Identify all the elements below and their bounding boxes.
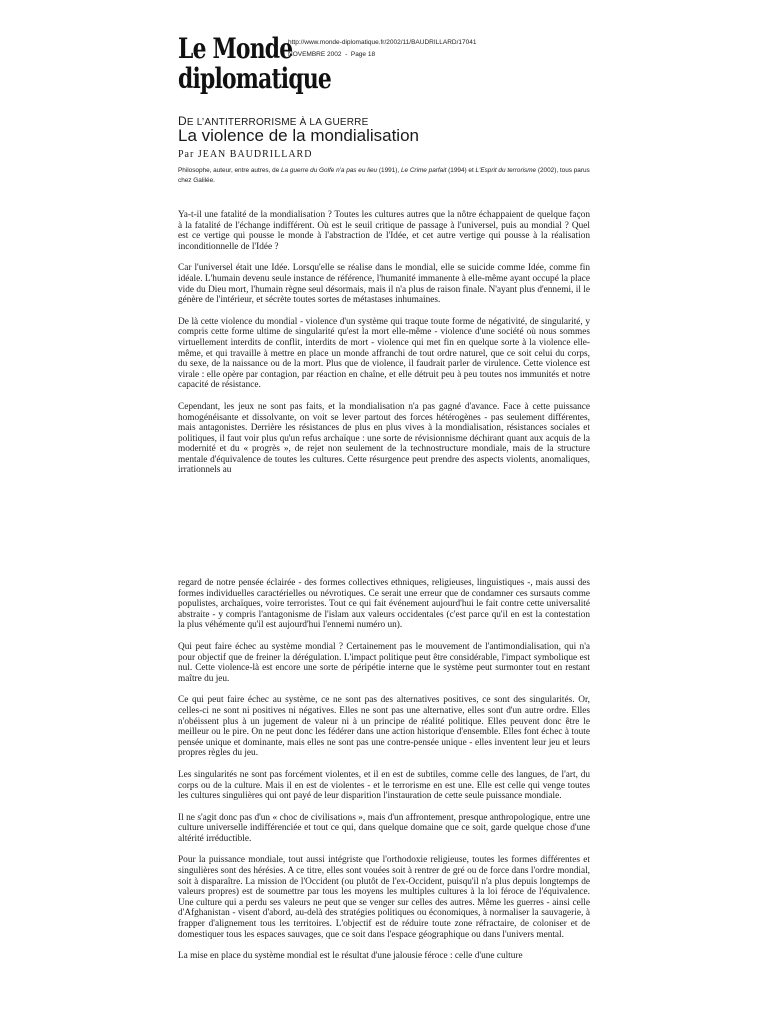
bio-year-2: (1994) et [446,167,476,174]
article-byline: Par JEAN BAUDRILLARD [178,149,313,160]
body-paragraph: Pour la puissance mondiale, tout aussi intégriste que l'orthodoxie religieuse, toutes les formes différentes et singulières sont des hérésies. A ce titre, elles sont vouées soit à rentrer de gré ou de force dans l'ordre mondial, soit à disparaître. La mission de l'Occident (ou plutôt de l'ex-Occident, puisqu'il n'a plus depuis longtemps de valeurs propres) est de soumettre par tous les moyens les multiples cultures à la loi féroce de l'équivalence. Une culture qui a perdu ses valeurs ne peut que se venger sur celles des autres. Même les guerres - ainsi celle d'Afghanistan - visent d'abord, au-delà des stratégies politiques ou économiques, à normaliser la sauvagerie, à frapper d'alignement tous les territoires. L'objectif est de réduire toute zone réfractaire, de coloniser et de domestiquer tous les espaces sauvages, que ce soit dans l'espace géographique ou dans l'univers mental. [178,855,590,940]
body-paragraph: Qui peut faire échec au système mondial ? Certainement pas le mouvement de l'antimondialisation, qui n'a pour objectif que de freiner la dérégulation. L'impact politique peut être considérable, l'impact symbolique est nul. Cette violence-là est encore une sorte de péripétie interne que le système peut surmonter tout en restant maître du jeu. [178,641,590,684]
kicker-text: E L’ANTITERRORISME À LA GUERRE [186,117,369,128]
kicker-initial: D [178,114,187,128]
bio-book-2: Le Crime parfait [400,167,447,174]
bio-year-1: (1991), [377,167,401,174]
bio-outro: (2002), tous parus chez Galilée. [178,167,590,184]
article-body-page-2 [178,578,590,973]
body-paragraph: Les singularités ne sont pas forcément violentes, et il en est de subtiles, comme celle des langues, de l'art, du corps ou de la culture. Mais il en est de violentes - et le terrorisme en est une. Elle est celle qui venge toutes les cultures singulières qui ont payé de leur disparition l'instauration de cette seule puissance mondiale. [178,769,590,802]
body-paragraph: regard de notre pensée éclairée - des formes collectives ethniques, religieuses, linguistiques -, mais aussi des formes individuelles caractérielles ou névrotiques. Ce serait une erreur que de condamner ces sursauts comme populistes, archaïques, voire terroristes. Tout ce qui fait événement aujourd'hui le fait contre cette universalité abstraite - y compris l'antagonisme de l'islam aux valeurs occidentales (c'est parce qu'il en est la contestation la plus véhémente qu'il est aujourd'hui l'ennemi numéro un). [178,578,590,631]
article-body-page-1 [178,210,590,487]
bio-book-1: La guerre du Golfe n'a pas eu lieu [281,167,378,174]
source-url: http://www.monde-diplomatique.fr/2002/11/BAUDRILLARD/17041 [288,39,477,46]
masthead-line-2: diplomatique [178,62,332,95]
body-paragraph: La mise en place du système mondial est le résultat d'une jalousie féroce : celle d'une culture [178,951,523,962]
bio-book-3: L'Esprit du terrorisme [475,167,537,174]
body-paragraph: Il ne s'agit donc pas d'un « choc de civilisations », mais d'un affrontement, presque anthropologique, entre une culture universelle indifférenciée et tout ce qui, dans quelque domaine que ce soit, garde quelque chose d'une altérité irréductible. [178,812,590,844]
body-paragraph: Cependant, les jeux ne sont pas faits, et la mondialisation n'a pas gagné d'avance. Face à cette puissance homogénéisante et dissolvante, on voit se lever partout des forces hétérogènes - pas seulement différentes, mais antagonistes. Derrière les résistances de plus en plus vives à la mondialisation, résistances sociales et politiques, il faut voir plus qu'un refus archaïque : une sorte de révisionnisme déchirant quant aux acquis de la modernité et du « progrès », de rejet non seulement de la technostructure mondiale, mais de la structure mentale d'équivalence de toutes les cultures. Cette résurgence peut prendre des aspects violents, anomaliques, irrationnels au [178,401,590,476]
masthead-line-1: Le Monde [178,32,293,65]
author-bio [178,166,590,186]
body-paragraph: Ya-t-il une fatalité de la mondialisation ? Toutes les cultures autres que la nôtre échappaient de quelque façon à la fatalité de l'échange indifférent. Où est le seuil critique de passage à l'universel, puis au mondial ? Quel est ce vertige qui pousse le monde à l'abstraction de l'Idée, et cet autre vertige qui pousse à la réalisation inconditionnelle de l'Idée ? [178,210,590,252]
body-paragraph: Ce qui peut faire échec au système, ce ne sont pas des alternatives positives, ce sont des singularités. Or, celles-ci ne sont ni positives ni négatives. Elles ne sont pas une alternative, elles sont d'un autre ordre. Elles n'obéissent plus à un jugement de valeur ni à un principe de réalité politique. Elles peuvent donc être le meilleur ou le pire. On ne peut donc les fédérer dans une action historique d'ensemble. Elles font échec à toute pensée unique et dominante, mais elles ne sont pas une contre-pensée unique - elles inventent leur jeu et leurs propres règles du jeu. [178,695,590,759]
issue-info: NOVEMBRE 2002 - Page 18 [288,51,376,58]
bio-intro: Philosophe, auteur, entre autres, de [178,167,282,174]
source-meta [288,37,476,61]
article-title: La violence de la mondialisation [178,126,419,145]
body-paragraph: De là cette violence du mondial - violence d'un système qui traque toute forme de négativité, de singularité, y compris cette forme ultime de singularité qu'est la mort elle-même - violence d'une société où nous sommes virtuellement interdits de conflit, interdits de mort - violence qui met fin en quelque sorte à la violence elle-même, et qui travaille à mettre en place un monde affranchi de tout ordre naturel, que ce soit celui du corps, du sexe, de la naissance ou de la mort. Plus que de violence, il faudrait parler de virulence. Cette violence est virale : elle opère par contagion, par réaction en chaîne, et elle détruit peu à peu toutes nos immunités et notre capacité de résistance. [178,316,590,391]
body-paragraph: Car l'universel était une Idée. Lorsqu'elle se réalise dans le mondial, elle se suicide comme Idée, comme fin idéale. L'humain devenu seule instance de référence, l'humanité immanente à elle-même ayant occupé la place vide du Dieu mort, l'humain règne seul désormais, mais il n'a plus de raison finale. N'ayant plus d'ennemi, il le génère de l'intérieur, et sécrète toutes sortes de métastases inhumaines. [178,263,590,306]
